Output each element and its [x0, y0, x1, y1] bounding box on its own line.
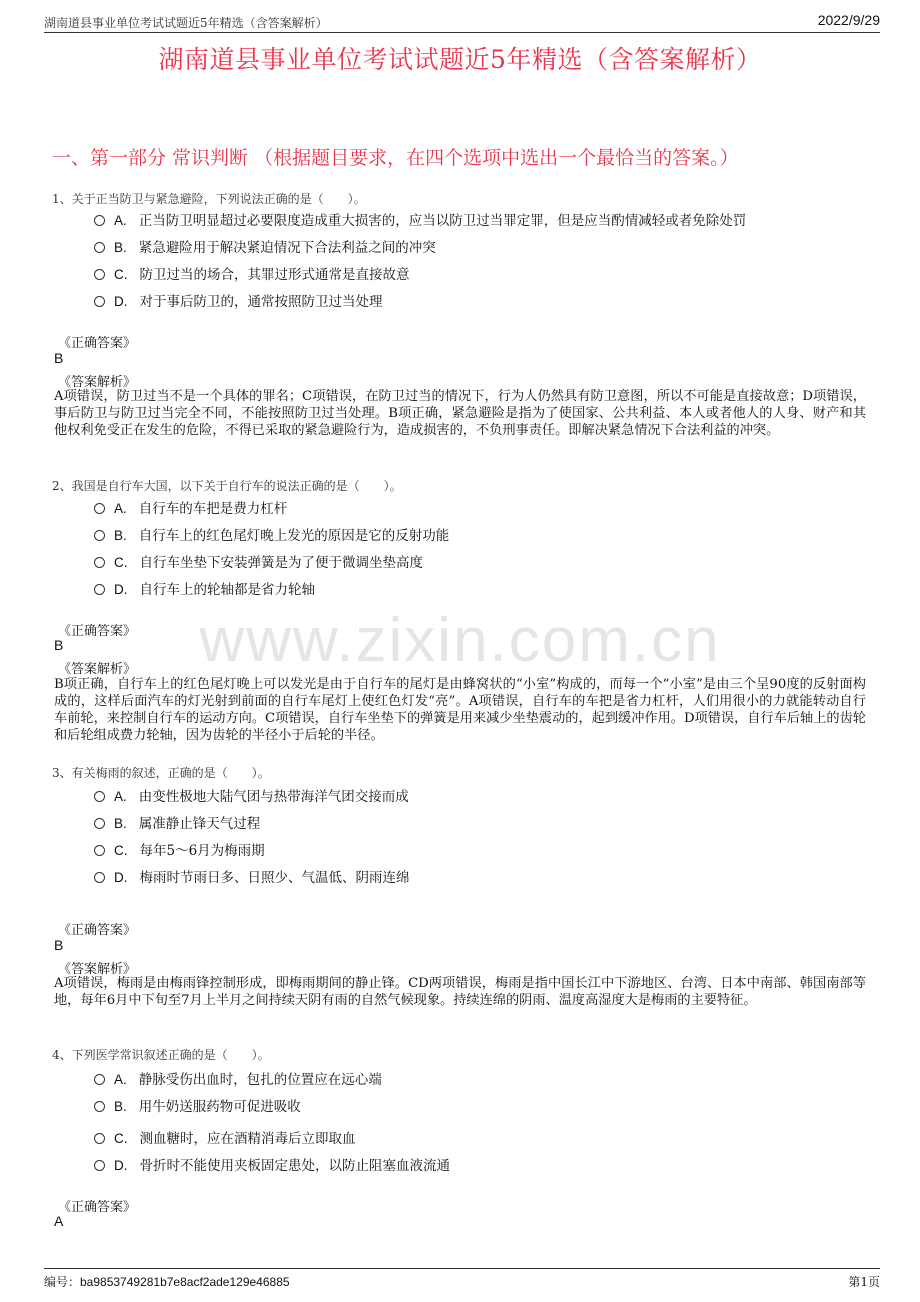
radio-icon[interactable] — [94, 1101, 105, 1112]
question-4-option-c[interactable]: C. 测血糖时，应在酒精消毒后立即取血 — [94, 1127, 356, 1147]
header-date: 2022/9/29 — [817, 12, 880, 28]
question-2-option-a[interactable]: A. 自行车的车把是费力杠杆 — [94, 497, 287, 517]
answer-label: 《正确答案》 — [58, 336, 137, 351]
question-2-answer: B — [54, 637, 64, 653]
question-1-answer: B — [54, 350, 64, 366]
question-3-option-b[interactable]: B. 属准静止锋天气过程 — [94, 812, 260, 832]
question-3-answer: B — [54, 937, 64, 953]
answer-label: 《正确答案》 — [58, 624, 137, 639]
section-heading: 一、第一部分 常识判断 （根据题目要求，在四个选项中选出一个最恰当的答案。） — [52, 147, 739, 169]
radio-icon[interactable] — [94, 530, 105, 541]
question-4-stem: 4、下列医学常识叙述正确的是（ ）。 — [52, 1048, 270, 1062]
document-title: 湖南道县事业单位考试试题近5年精选（含答案解析） — [158, 45, 762, 74]
question-1-option-b[interactable]: B. 紧急避险用于解决紧迫情况下合法利益之间的冲突 — [94, 236, 436, 256]
radio-icon[interactable] — [94, 269, 105, 280]
document-id: 编号：ba9853749281b7e8acf2ade129e46885 — [44, 1275, 290, 1289]
explanation-label: 《答案解析》 — [58, 662, 137, 677]
question-2-option-c[interactable]: C. 自行车坐垫下安装弹簧是为了便于微调坐垫高度 — [94, 551, 423, 571]
question-2-option-b[interactable]: B. 自行车上的红色尾灯晚上发光的原因是它的反射功能 — [94, 524, 449, 544]
question-4-option-a[interactable]: A. 静脉受伤出血时，包扎的位置应在远心端 — [94, 1068, 382, 1088]
radio-icon[interactable] — [94, 845, 105, 856]
question-3-option-d[interactable]: D. 梅雨时节雨日多、日照少、气温低、阴雨连绵 — [94, 866, 410, 886]
answer-label: 《正确答案》 — [58, 1200, 137, 1215]
question-1-option-c[interactable]: C. 防卫过当的场合，其罪过形式通常是直接故意 — [94, 263, 410, 283]
radio-icon[interactable] — [94, 584, 105, 595]
radio-icon[interactable] — [94, 215, 105, 226]
question-1-stem: 1、关于正当防卫与紧急避险，下列说法正确的是（ ）。 — [52, 192, 366, 206]
radio-icon[interactable] — [94, 818, 105, 829]
question-1-option-d[interactable]: D. 对于事后防卫的，通常按照防卫过当处理 — [94, 290, 383, 310]
question-2-option-d[interactable]: D. 自行车上的轮轴都是省力轮轴 — [94, 578, 315, 598]
question-3-option-c[interactable]: C. 每年5～6月为梅雨期 — [94, 839, 265, 859]
page-number: 第1页 — [848, 1275, 880, 1289]
explanation-label: 《答案解析》 — [58, 962, 137, 977]
watermark: www.zixin.com.cn — [199, 606, 721, 675]
radio-icon[interactable] — [94, 503, 105, 514]
question-2-stem: 2、我国是自行车大国，以下关于自行车的说法正确的是（ ）。 — [52, 479, 402, 493]
radio-icon[interactable] — [94, 242, 105, 253]
question-4-option-b[interactable]: B. 用牛奶送服药物可促进吸收 — [94, 1095, 301, 1115]
question-4-answer: A — [54, 1213, 64, 1229]
radio-icon[interactable] — [94, 1160, 105, 1171]
radio-icon[interactable] — [94, 1074, 105, 1085]
question-4-option-d[interactable]: D. 骨折时不能使用夹板固定患处，以防止阻塞血液流通 — [94, 1154, 450, 1174]
question-3-explanation: A项错误，梅雨是由梅雨锋控制形成，即梅雨期间的静止锋。CD两项错误，梅雨是指中国长江中下游地区、台湾、日本中南部、韩国南部等地，每年6月中下旬至7月上半月之间持续天阴有雨的自然气候现象。持续连绵的阴雨、温度高湿度大是梅雨的主要特征。 — [54, 976, 866, 1008]
question-3-stem: 3、有关梅雨的叙述，正确的是（ ）。 — [52, 766, 270, 780]
question-2-explanation: B项正确，自行车上的红色尾灯晚上可以发光是由于自行车的尾灯是由蜂窝状的“小室”构成的，而每一个“小室”是由三个呈90度的反射面构成的，这样后面汽车的灯光射到前面的自行车尾灯上使红色灯发“亮”。A项错误，自行车的车把是省力杠杆，人们用很小的力就能转动自行车前轮，来控制自行车的运动方向。C项错误，自行车坐垫下的弹簧是用来减少坐垫震动的，起到缓冲作用。D项错误，自行车后轴上的齿轮和后轮组成费力轮轴，因为齿轮的半径小于后轮的半径。 — [54, 677, 866, 743]
radio-icon[interactable] — [94, 791, 105, 802]
question-1-explanation: A项错误，防卫过当不是一个具体的罪名；C项错误，在防卫过当的情况下，行为人仍然具有防卫意图，所以不可能是直接故意；D项错误，事后防卫与防卫过当完全不同，不能按照防卫过当处理。B项正确，紧急避险是指为了使国家、公共利益、本人或者他人的人身、财产和其他权利免受正在发生的危险，不得已采取的紧急避险行为，造成损害的，不负刑事责任。即解决紧急情况下合法利益的冲突。 — [54, 389, 866, 438]
running-footer — [44, 1268, 880, 1289]
radio-icon[interactable] — [94, 557, 105, 568]
radio-icon[interactable] — [94, 1133, 105, 1144]
radio-icon[interactable] — [94, 296, 105, 307]
question-1-option-a[interactable]: A. 正当防卫明显超过必要限度造成重大损害的，应当以防卫过当罪定罪，但是应当酌情减轻或者免除处罚 — [94, 209, 746, 229]
running-header — [44, 12, 880, 33]
answer-label: 《正确答案》 — [58, 923, 137, 938]
radio-icon[interactable] — [94, 872, 105, 883]
header-title: 湖南道县事业单位考试试题近5年精选（含答案解析） — [44, 16, 328, 30]
question-3-option-a[interactable]: A. 由变性极地大陆气团与热带海洋气团交接而成 — [94, 785, 409, 805]
explanation-label: 《答案解析》 — [58, 375, 137, 390]
